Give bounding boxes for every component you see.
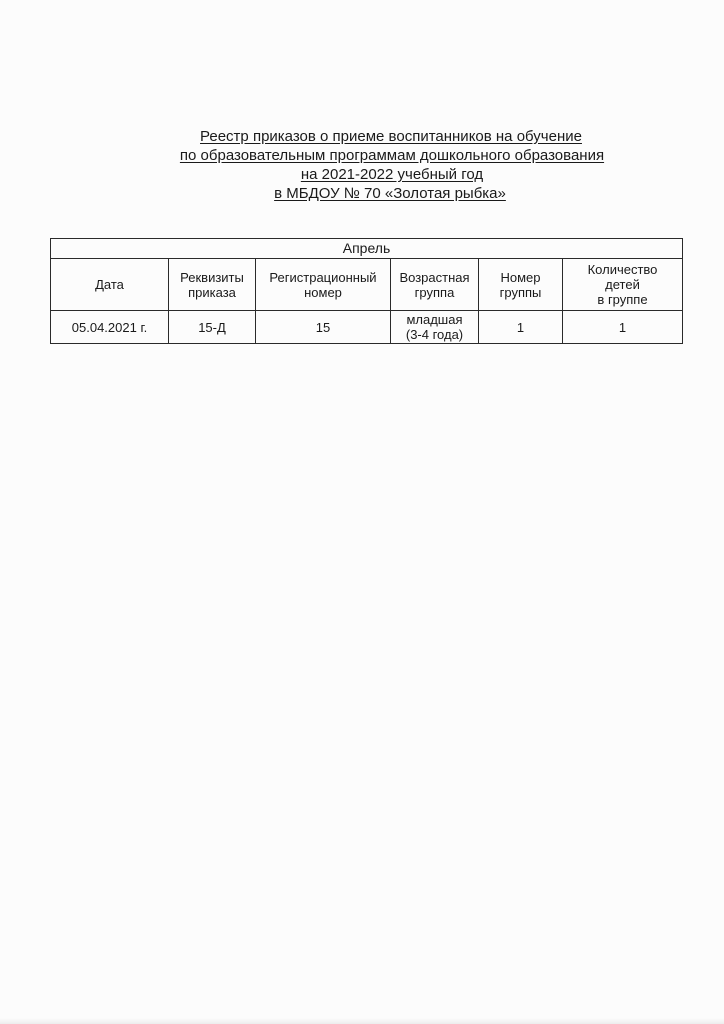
column-header-group-number: Номер группы [479, 259, 563, 311]
title-line-3: на 2021-2022 учебный год [300, 166, 484, 183]
cell-group-number: 1 [479, 311, 563, 344]
cell-age-group: младшая (3-4 года) [391, 311, 479, 344]
table-row [51, 311, 683, 344]
orders-register-table [50, 238, 683, 344]
title-line-2: по образовательным программам дошкольного образования [179, 147, 605, 164]
title-line-4: в МБДОУ № 70 «Золотая рыбка» [274, 185, 506, 202]
column-header-age-group: Возрастная группа [391, 259, 479, 311]
column-header-order-details: Реквизиты приказа [169, 259, 256, 311]
column-header-row [51, 259, 683, 311]
cell-order-details: 15-Д [169, 311, 256, 344]
document-title [0, 127, 724, 203]
scan-bottom-edge [0, 1018, 724, 1024]
title-line-1: Реестр приказов о приеме воспитанников на обучение [200, 128, 582, 145]
column-header-date: Дата [51, 259, 169, 311]
month-header: Апрель [51, 239, 683, 259]
cell-registration-number: 15 [256, 311, 391, 344]
cell-date: 05.04.2021 г. [51, 311, 169, 344]
column-header-children-count: Количество детей в группе [563, 259, 683, 311]
cell-children-count: 1 [563, 311, 683, 344]
column-header-registration-number: Регистрационный номер [256, 259, 391, 311]
month-row [51, 239, 683, 259]
